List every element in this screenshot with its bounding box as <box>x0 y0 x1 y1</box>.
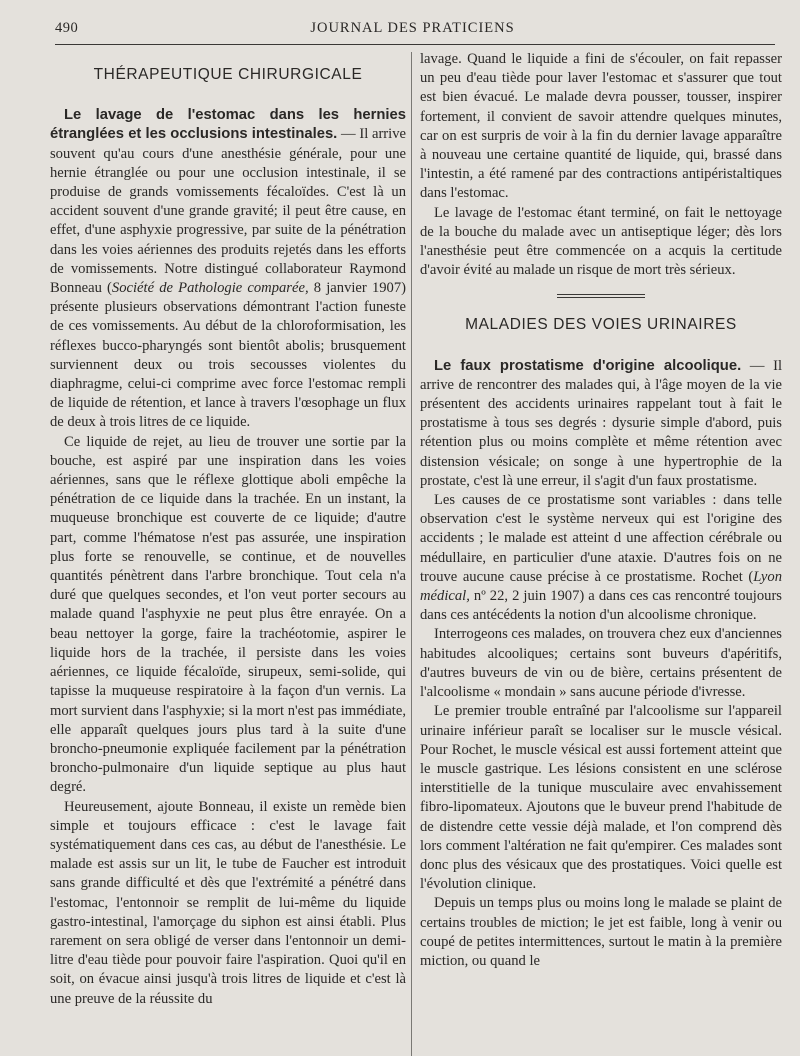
article-lead-title: Le faux prostatisme d'origine alcoolique. <box>434 357 742 374</box>
section-separator <box>557 294 645 298</box>
article-paragraph <box>50 106 406 432</box>
paragraph-text: — Il arrive de rencontrer des malades qui, à l'âge moyen de la vie présentent des accidents urinaires rappelant tout à fait le prostatisme à tous ses degrés : dysurie simple d'abord, puis rétention plus ou moins complète et même rétention avec distension vésicale; on songe à une hypertrophie de la prostate, c'est là une erreur, il s'agit d'un faux prostatisme. <box>420 357 782 489</box>
page-number: 490 <box>55 20 79 36</box>
article-paragraph: lavage. Quand le liquide a fini de s'écouler, on fait repasser un peu d'eau tiède pour laver l'estomac et s'assurer que tout est bien évacué. Le malade devra pousser, tousser, inspirer fortement, il convient de savoir attendre quelques minutes, car on est surpris de voir à la fin du dernier lavage apparaître à nouveau une certaine quantité de liquide, qui, brassé dans l'intestin, a été ramené par des contractions antipéristaltiques dans l'estomac. <box>420 51 782 202</box>
section-title-therapeutique: THÉRAPEUTIQUE CHIRURGICALE <box>93 66 363 83</box>
section-title-voies-urinaires: MALADIES DES VOIES URINAIRES <box>465 316 737 334</box>
article-paragraph: Heureusement, ajoute Bonneau, il existe un remède bien simple et toujours efficace : c'est le lavage fait systématiquement dans ces cas, au début de l'anesthésie. Le malade est assis sur un lit, le tube de Faucher est introduit sans grande difficulté et dès que l'extrémité a pénétré dans l'estomac, l'entonnoir se remplit de lui-même du liquide gastro-intestinal, l'amorçage du siphon est ainsi établi. Plus rarement on sera obligé de verser dans l'entonnoir un demi-litre d'eau tiède pour pouvoir faire l'aspiration. Quoi qu'il en soit, on évacue ainsi jusqu'à trois litres de liquide et c'est là une preuve de la réussite du <box>50 798 406 1007</box>
article-paragraph: Le lavage de l'estomac étant terminé, on fait le nettoyage de la bouche du malade avec un antiseptique léger; dès lors l'anesthésie peut être commencée on a acquis la certitude d'avoir évité au malade un risque de mort très sérieux. <box>420 204 782 279</box>
article-lead-title: Le lavage de l'estomac dans les hernies étranglées et les occlusions intestinales. <box>50 107 406 143</box>
article-paragraph: Depuis un temps plus ou moins long le malade se plaint de certains troubles de miction; le jet est faible, long à venir ou coupé de petites intermittences, surtout le matin à la première miction, ou quand le <box>420 895 782 969</box>
paragraph-text: — Il arrive souvent qu'au cours d'une anesthésie générale, pour une hernie étranglée ou pour une occlusion intestinale, il se produise de grands vomissements fécaloïdes. C'est là un accident souvent d'une grande gravité; il peut être cause, en effet, d'une asphyxie progressive, par suite de la pénétration dans les voies aériennes des produits rejetés dans les efforts de vomissements. Notre distingué collaborateur Raymond Bonneau ( <box>50 126 406 297</box>
article-paragraph <box>420 357 782 491</box>
article-paragraph: Interrogeons ces malades, on trouvera chez eux d'anciennes habitudes alcooliques; certains sont buveurs d'apéritifs, d'autres buveurs de vin ou de bière, certains présentent de l'alcoolisme « mondain » sans aucune période d'ivresse. <box>420 626 782 701</box>
left-column <box>50 50 406 1009</box>
paragraph-text: Les causes de ce prostatisme sont variables : dans telle observation c'est le système nerveux qui est l'origine des accidents ; le malade est atteint d une affection cérébrale ou médullaire, en particulier d'une ataxie. D'autres fois on ne trouve aucune cause précise à ce prostatisme. Rochet ( <box>420 492 782 585</box>
column-divider <box>411 52 412 1056</box>
article-paragraph: Le premier trouble entraîné par l'alcoolisme sur l'appareil urinaire inférieur paraît se localiser sur le muscle vésical. Pour Rochet, le muscle vésical est aussi fortement atteint que le muscle gastrique. Les lésions consistent en une sclérose interstitielle de la tunique musculaire avec envahissement fibro-lipomateux. Ajoutons que le buveur prend l'habitude de de distendre cette vessie déjà malade, et l'on comprend dès lors comment l'altération ne fait qu'empirer. Ces malades sont donc plus des vésicaux que des prostatiques. Voici quelle est l'évolution clinique. <box>420 703 782 893</box>
header-rule <box>55 44 775 45</box>
journal-title: JOURNAL DES PRATICIENS <box>310 20 515 36</box>
citation-source: Lyon médical, <box>420 568 782 605</box>
article-paragraph: Ce liquide de rejet, au lieu de trouver une sortie par la bouche, est aspiré par une inspiration dans les voies aériennes, sans que le réflexe glottique aboli empêche la pénétration de ce liquide dans la trachée. En un instant, la muqueuse bronchique est couverte de ce liquide; d'autre part, comme l'hématose n'est pas assurée, une inspiration plus forte se renouvelle, se continue, et de nouvelles quantités pénètrent dans l'arbre bronchique. Tout cela n'a duré que quelques secondes, et l'on veut porter secours au malade quand l'asphyxie ne peut plus être enrayée. On a beau nettoyer la gorge, faire la trachéotomie, aspirer le liquide hors de la trachée, il persiste dans les voies aériennes, ce liquide fécaloïde, sirupeux, semi-solide, qui tapisse la muqueuse respiratoire à la façon d'un vernis. La mort survient dans l'asphyxie; si la mort n'est pas immédiate, elle apparaît quelques jours plus tard à la suite d'une broncho-pneumonie expliquée facilement par la pénétration broncho-pulmonaire d'un liquide septique au plus haut degré. <box>50 433 406 796</box>
paragraph-text: 8 janvier 1907) présente plusieurs observations démontrant l'action funeste de ces vomissements. Au début de la chloroformisation, les réflexes bucco-pharyngés sont bientôt abolis; brusquement surviennent deux ou trois secousses violentes du diaphragme, celui-ci comprime avec force l'estomac rempli de liquide de rétention, et lance à travers l'œsophage un flux de deux à trois litres de ce liquide. <box>50 280 406 431</box>
right-column <box>420 50 782 971</box>
running-head <box>55 20 770 40</box>
article-paragraph <box>420 491 782 625</box>
citation-source: Société de Pathologie comparée, <box>111 280 309 297</box>
paragraph-text: nº 22, 2 juin 1907) a dans ces cas rencontré toujours dans ces antécédents la notion d'un alcoolisme chronique. <box>420 588 782 624</box>
